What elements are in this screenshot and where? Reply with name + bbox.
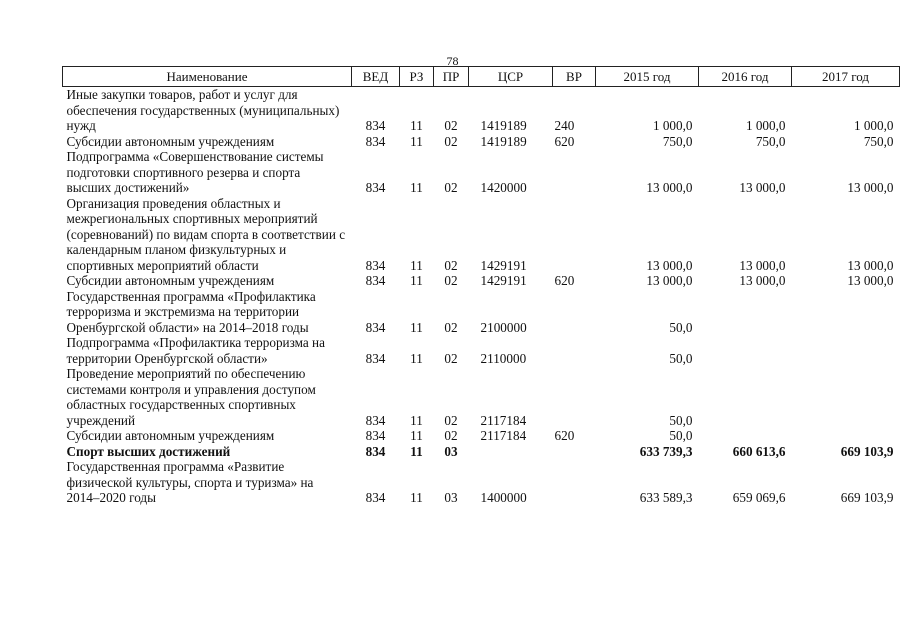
header-2015: 2015 год: [596, 67, 699, 87]
cell-name: Субсидии автономным учреждениям: [66, 428, 275, 443]
cell-2016: 660 613,6: [732, 443, 786, 459]
table-row: [63, 134, 900, 150]
table-row: [63, 459, 900, 506]
header-pr: ПР: [434, 67, 469, 87]
cell-2017: 13 000,0: [847, 257, 894, 273]
cell-2016: 13 000,0: [739, 180, 786, 195]
cell-rz: 11: [410, 180, 423, 195]
cell-2017: 750,0: [863, 133, 894, 149]
table-body: [63, 87, 900, 506]
cell-rz: 11: [410, 257, 423, 273]
cell-name: Организация проведения областных и межрегиональных спортивных мероприятий (соревнований) по видам спорта в соответствии с календарным планом физкультурных и спортивных мероприятий области: [66, 195, 346, 273]
cell-csr: 1420000: [480, 180, 527, 195]
cell-vr: [553, 196, 596, 274]
cell-csr: 2100000: [480, 319, 527, 335]
cell-ved: 834: [365, 428, 386, 443]
cell-2015: 633 589,3: [639, 490, 693, 505]
cell-name: Проведение мероприятий по обеспечению системами контроля и управления доступом областных государственных спортивных учреждений: [66, 366, 316, 428]
cell-vr: [553, 459, 596, 506]
cell-csr: 1419189: [480, 133, 527, 149]
cell-2015: 1 000,0: [652, 118, 693, 133]
cell-pr: 02: [444, 257, 458, 273]
cell-ved: 834: [365, 273, 386, 288]
cell-ved: 834: [365, 350, 386, 366]
cell-2016: [699, 335, 792, 366]
cell-csr: 2117184: [480, 412, 527, 428]
cell-ved: 834: [365, 257, 386, 273]
table-row: [63, 428, 900, 444]
cell-pr: 03: [444, 490, 458, 505]
cell-rz: 11: [410, 443, 423, 459]
cell-2015: 50,0: [669, 350, 693, 366]
header-2016: 2016 год: [699, 67, 792, 87]
cell-name: Подпрограмма «Профилактика терроризма на территории Оренбургской области»: [66, 335, 325, 366]
cell-name: Иные закупки товаров, работ и услуг для обеспечения государственных (муниципальных) нужд: [66, 87, 340, 133]
cell-2015: 750,0: [662, 133, 693, 149]
cell-2016: [699, 289, 792, 336]
header-rz: РЗ: [400, 67, 434, 87]
cell-csr: [469, 444, 553, 460]
cell-rz: 11: [410, 490, 423, 505]
cell-2016: 1 000,0: [745, 118, 786, 133]
cell-2016: 659 069,6: [732, 490, 786, 505]
page-number: 78: [446, 54, 459, 68]
cell-rz: 11: [410, 133, 423, 149]
header-name: Наименование: [63, 67, 352, 87]
cell-2017: 1 000,0: [853, 118, 894, 133]
cell-csr: 1419189: [480, 118, 527, 133]
cell-vr: [553, 289, 596, 336]
cell-vr: 620: [554, 428, 575, 443]
cell-2015: 13 000,0: [646, 273, 693, 288]
table-header-row: [63, 67, 900, 87]
cell-ved: 834: [365, 118, 386, 133]
cell-2015: 50,0: [669, 319, 693, 335]
table-row: [63, 273, 900, 289]
cell-2015: 13 000,0: [646, 257, 693, 273]
table-row: [63, 87, 900, 134]
cell-2015: 633 739,3: [639, 443, 693, 459]
cell-2017: 669 103,9: [840, 443, 894, 459]
cell-rz: 11: [410, 350, 423, 366]
table-row: [63, 366, 900, 428]
cell-csr: 2117184: [480, 428, 527, 443]
cell-2016: [699, 428, 792, 444]
cell-2016: 13 000,0: [739, 273, 786, 288]
cell-csr: 2110000: [480, 350, 527, 366]
cell-ved: 834: [365, 443, 386, 459]
cell-vr: [553, 444, 596, 460]
cell-2017: 13 000,0: [847, 273, 894, 288]
cell-pr: 02: [444, 180, 458, 195]
cell-vr: 620: [554, 273, 575, 288]
header-2017: 2017 год: [792, 67, 900, 87]
cell-pr: 02: [444, 133, 458, 149]
cell-ved: 834: [365, 412, 386, 428]
cell-name: Государственная программа «Профилактика терроризма и экстремизма на территории Оренбургской области» на 2014–2018 годы: [66, 288, 316, 335]
cell-pr: 03: [444, 443, 458, 459]
cell-name: Спорт высших достижений: [66, 443, 231, 459]
cell-rz: 11: [410, 273, 423, 288]
cell-pr: 02: [444, 412, 458, 428]
cell-csr: 1400000: [480, 490, 527, 505]
cell-pr: 02: [444, 273, 458, 288]
table-row: [63, 444, 900, 460]
cell-2015: 50,0: [669, 428, 693, 443]
cell-vr: [553, 149, 596, 196]
cell-rz: 11: [410, 319, 423, 335]
table-row: [63, 149, 900, 196]
table-row: [63, 289, 900, 336]
cell-vr: 620: [554, 133, 575, 149]
cell-2016: 13 000,0: [739, 257, 786, 273]
header-ved: ВЕД: [352, 67, 400, 87]
cell-vr: 240: [554, 118, 575, 133]
header-vr: ВР: [553, 67, 596, 87]
cell-ved: 834: [365, 490, 386, 505]
cell-rz: 11: [410, 412, 423, 428]
cell-2016: [699, 366, 792, 428]
cell-ved: 834: [365, 180, 386, 195]
table-row: [63, 196, 900, 274]
cell-rz: 11: [410, 118, 423, 133]
cell-2017: [792, 289, 900, 336]
cell-pr: 02: [444, 350, 458, 366]
cell-vr: [553, 335, 596, 366]
cell-csr: 1429191: [480, 257, 527, 273]
cell-2015: 50,0: [669, 412, 693, 428]
cell-2017: [792, 335, 900, 366]
cell-pr: 02: [444, 428, 458, 443]
cell-name: Государственная программа «Развитие физической культуры, спорта и туризма» на 2014–2020 годы: [66, 459, 314, 505]
budget-table: [62, 66, 900, 506]
cell-csr: 1429191: [480, 273, 527, 288]
cell-2017: 13 000,0: [847, 180, 894, 195]
cell-name: Подпрограмма «Совершенствование системы подготовки спортивного резерва и спорта высших достижений»: [66, 149, 324, 195]
cell-2015: 13 000,0: [646, 180, 693, 195]
cell-ved: 834: [365, 319, 386, 335]
cell-2017: [792, 366, 900, 428]
cell-2017: [792, 428, 900, 444]
cell-pr: 02: [444, 118, 458, 133]
header-csr: ЦСР: [469, 67, 553, 87]
cell-rz: 11: [410, 428, 423, 443]
cell-pr: 02: [444, 319, 458, 335]
cell-ved: 834: [365, 133, 386, 149]
cell-name: Субсидии автономным учреждениям: [66, 133, 275, 149]
cell-name: Субсидии автономным учреждениям: [66, 273, 275, 288]
cell-vr: [553, 366, 596, 428]
cell-2016: 750,0: [755, 133, 786, 149]
cell-2017: 669 103,9: [840, 490, 894, 505]
table-row: [63, 335, 900, 366]
